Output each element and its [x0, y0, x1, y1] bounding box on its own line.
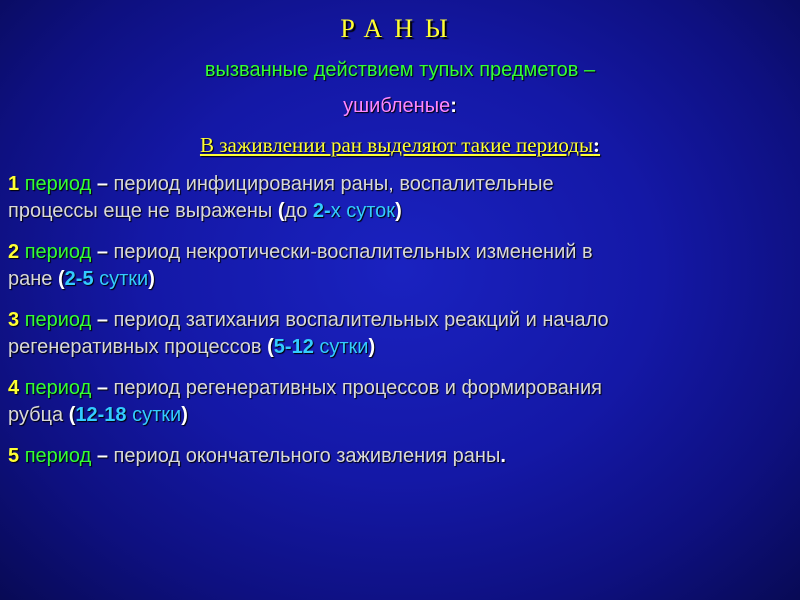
period-item-1 — [8, 171, 788, 225]
period-paren-open: ( — [57, 268, 65, 290]
periods-heading-colon: : — [593, 133, 601, 157]
slide-subtitle: вызванные действием тупых предметов – — [204, 59, 596, 81]
period-range: 2- — [312, 200, 331, 222]
slide-title: РАНЫ — [340, 14, 460, 43]
period-dash: – — [96, 241, 108, 263]
period-paren-close: ) — [148, 268, 155, 290]
slide-subtitle-wound-type — [0, 95, 800, 118]
period-range-unit: сутки — [93, 268, 149, 290]
period-item-2 — [8, 239, 788, 293]
period-label: период — [24, 241, 92, 263]
periods-heading-text: В заживлении ран выделяют такие периоды — [199, 133, 594, 157]
period-item-3 — [8, 307, 788, 361]
period-dash: – — [96, 309, 108, 331]
period-range-prefix: до — [284, 200, 313, 222]
wound-type-colon: : — [450, 95, 457, 117]
period-description-cont: ране — [8, 268, 53, 290]
period-range: 12-18 — [75, 404, 127, 426]
period-paren-close: ) — [368, 336, 376, 358]
period-number: 5 — [8, 445, 20, 467]
period-range-unit: х суток — [330, 200, 396, 222]
period-dash: – — [96, 445, 108, 467]
period-description-cont: рубца — [8, 404, 64, 426]
period-number: 3 — [8, 309, 20, 331]
period-description: период окончательного заживления раны — [113, 445, 501, 467]
period-description: период инфицирования раны, воспалительные — [113, 173, 554, 195]
periods-list — [8, 171, 788, 484]
period-dash: – — [96, 377, 108, 399]
period-description: период регенеративных процессов и формирования — [113, 377, 602, 399]
period-paren-open: ( — [267, 336, 274, 358]
period-description: период некротически-воспалительных изменений в — [113, 241, 593, 263]
period-dash: – — [96, 173, 108, 195]
period-paren-close: ) — [395, 200, 402, 222]
period-description: период затихания воспалительных реакций и начало — [113, 309, 609, 331]
period-range: 5-12 — [273, 336, 314, 358]
period-number: 4 — [8, 377, 20, 399]
period-number: 2 — [8, 241, 20, 263]
period-label: период — [24, 309, 92, 331]
periods-heading — [0, 133, 800, 158]
period-range: 2-5 — [64, 268, 94, 290]
period-number: 1 — [8, 173, 20, 195]
period-label: период — [24, 173, 92, 195]
period-item-5 — [8, 443, 788, 470]
period-label: период — [24, 377, 92, 399]
period-paren-close: ) — [181, 404, 188, 426]
period-label: период — [24, 445, 92, 467]
period-range-unit: сутки — [126, 404, 182, 426]
period-description-cont: процессы еще не выражены — [8, 200, 273, 222]
period-end-mark: . — [500, 445, 506, 467]
wound-type-label: ушибленые — [343, 95, 451, 117]
period-range-unit: сутки — [313, 336, 369, 358]
period-paren-open: ( — [68, 404, 76, 426]
period-paren-open: ( — [277, 200, 285, 222]
period-description-cont: регенеративных процессов — [8, 336, 262, 358]
period-item-4 — [8, 375, 788, 429]
